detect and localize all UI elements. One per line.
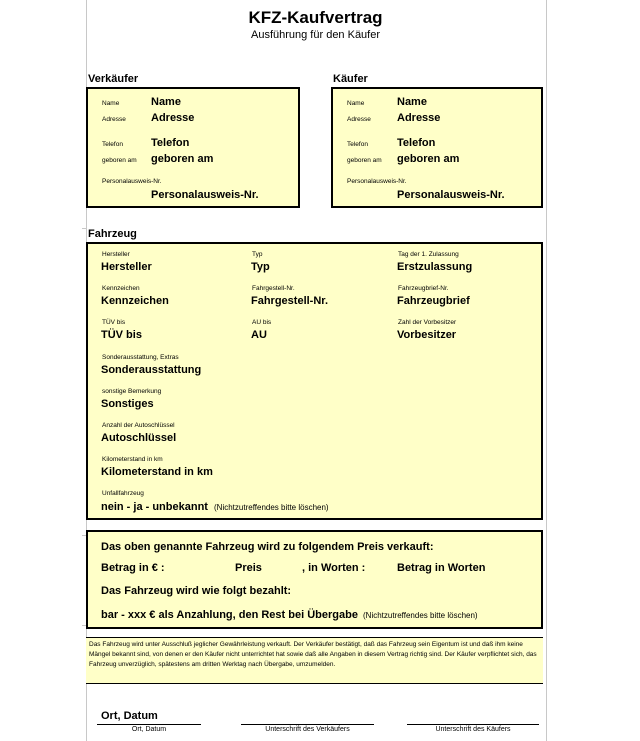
price-box bbox=[86, 530, 543, 629]
buyer-id-label: Personalausweis-Nr. bbox=[347, 178, 407, 185]
seller-name-label: Name bbox=[102, 100, 120, 107]
buyer-birth-field[interactable]: geboren am bbox=[397, 153, 460, 165]
buyer-id-field[interactable]: Personalausweis-Nr. bbox=[397, 189, 505, 201]
amount-label: Betrag in € : bbox=[101, 562, 165, 574]
vehicle-heading: Fahrzeug bbox=[88, 228, 137, 240]
payment-value: bar - xxx € als Anzahlung, den Rest bei Übergabe bbox=[101, 609, 358, 621]
au-label: AU bis bbox=[252, 319, 272, 326]
seller-name-field[interactable]: Name bbox=[151, 96, 181, 108]
buyer-address-field[interactable]: Adresse bbox=[397, 112, 441, 124]
extras-field[interactable]: Sonderausstattung bbox=[101, 364, 202, 376]
keys-field[interactable]: Autoschlüssel bbox=[101, 432, 177, 444]
payment-statement: Das Fahrzeug wird wie folgt bezahlt: bbox=[101, 585, 292, 597]
seller-phone-field[interactable]: Telefon bbox=[151, 137, 190, 149]
buyer-birth-label: geboren am bbox=[347, 157, 382, 164]
buyer-name-label: Name bbox=[347, 100, 365, 107]
type-field[interactable]: Typ bbox=[251, 261, 270, 273]
buyer-heading: Käufer bbox=[333, 73, 368, 85]
seller-signature-label: Unterschrift des Verkäufers bbox=[265, 726, 350, 733]
buyer-signature-label: Unterschrift des Käufers bbox=[435, 726, 511, 733]
tuv-field[interactable]: TÜV bis bbox=[101, 329, 142, 341]
document-title: KFZ-Kaufvertrag bbox=[248, 8, 383, 27]
payment-note: (Nichtzutreffendes bitte löschen) bbox=[363, 611, 478, 620]
seller-id-label: Personalausweis-Nr. bbox=[102, 178, 162, 185]
mileage-field[interactable]: Kilometerstand in km bbox=[101, 466, 213, 478]
vin-label: Fahrgestell-Nr. bbox=[252, 285, 295, 292]
buyer-name-field[interactable]: Name bbox=[397, 96, 427, 108]
place-date-line bbox=[97, 724, 201, 725]
buyer-signature-line bbox=[407, 724, 539, 725]
registration-field[interactable]: Erstzulassung bbox=[397, 261, 473, 273]
plate-field[interactable]: Kennzeichen bbox=[101, 295, 169, 307]
papers-label: Fahrzeugbrief-Nr. bbox=[398, 285, 449, 292]
amount-field[interactable]: Preis bbox=[235, 562, 262, 574]
remarks-field[interactable]: Sonstiges bbox=[101, 398, 154, 410]
au-field[interactable]: AU bbox=[251, 329, 267, 341]
keys-label: Anzahl der Autoschlüssel bbox=[102, 422, 175, 429]
seller-birth-label: geboren am bbox=[102, 157, 137, 164]
vehicle-box bbox=[86, 242, 543, 520]
buyer-phone-field[interactable]: Telefon bbox=[397, 137, 436, 149]
owners-field[interactable]: Vorbesitzer bbox=[397, 329, 457, 341]
seller-box bbox=[86, 87, 300, 208]
seller-address-label: Adresse bbox=[102, 116, 126, 123]
manufacturer-field[interactable]: Hersteller bbox=[101, 261, 152, 273]
disclaimer-text: Das Fahrzeug wird unter Ausschluß jeglicher Gewährleistung verkauft. Der Verkäufer bestätigt, daß das Fahrzeug sein Eigentum ist und daß ihm keine Mängel bekannt sind, von denen er den Käufer nicht unterrichtet hat sowie daß alle Angaben in diesem Vertrag richtig sind. Der Käufer verpflichtet sich, das Fahrzeug unverzüglich, spätestens am dritten Werktag nach Übergabe, umzumelden. bbox=[86, 637, 543, 684]
seller-birth-field[interactable]: geboren am bbox=[151, 153, 214, 165]
seller-heading: Verkäufer bbox=[88, 73, 139, 85]
owners-label: Zahl der Vorbesitzer bbox=[398, 319, 457, 326]
type-label: Typ bbox=[252, 251, 263, 258]
price-statement: Das oben genannte Fahrzeug wird zu folgendem Preis verkauft: bbox=[101, 541, 434, 553]
extras-label: Sonderausstattung, Extras bbox=[102, 354, 179, 361]
document-subtitle: Ausführung für den Käufer bbox=[250, 29, 381, 41]
accident-value: nein - ja - unbekannt bbox=[101, 501, 208, 513]
seller-signature-line bbox=[241, 724, 374, 725]
vin-field[interactable]: Fahrgestell-Nr. bbox=[251, 295, 329, 307]
plate-label: Kennzeichen bbox=[102, 285, 140, 292]
registration-label: Tag der 1. Zulassung bbox=[398, 251, 459, 258]
seller-phone-label: Telefon bbox=[102, 141, 123, 148]
payment-field[interactable] bbox=[101, 609, 478, 621]
seller-address-field[interactable]: Adresse bbox=[151, 112, 195, 124]
buyer-address-label: Adresse bbox=[347, 116, 371, 123]
place-date-label: Ort, Datum bbox=[131, 726, 167, 733]
words-field[interactable]: Betrag in Worten bbox=[397, 562, 486, 574]
accident-field[interactable] bbox=[101, 501, 329, 513]
words-label: , in Worten : bbox=[302, 562, 366, 574]
accident-note: (Nichtzutreffendes bitte löschen) bbox=[214, 503, 329, 512]
remarks-label: sonstige Bemerkung bbox=[102, 388, 162, 395]
papers-field[interactable]: Fahrzeugbrief bbox=[397, 295, 470, 307]
gutter-tick bbox=[82, 228, 86, 229]
tuv-label: TÜV bis bbox=[102, 319, 126, 326]
accident-label: Unfallfahrzeug bbox=[102, 490, 144, 497]
manufacturer-label: Hersteller bbox=[102, 251, 130, 258]
mileage-label: Kilometerstand in km bbox=[102, 456, 163, 463]
place-date-field[interactable]: Ort, Datum bbox=[101, 710, 158, 722]
buyer-phone-label: Telefon bbox=[347, 141, 368, 148]
seller-id-field[interactable]: Personalausweis-Nr. bbox=[151, 189, 259, 201]
buyer-box bbox=[331, 87, 543, 208]
